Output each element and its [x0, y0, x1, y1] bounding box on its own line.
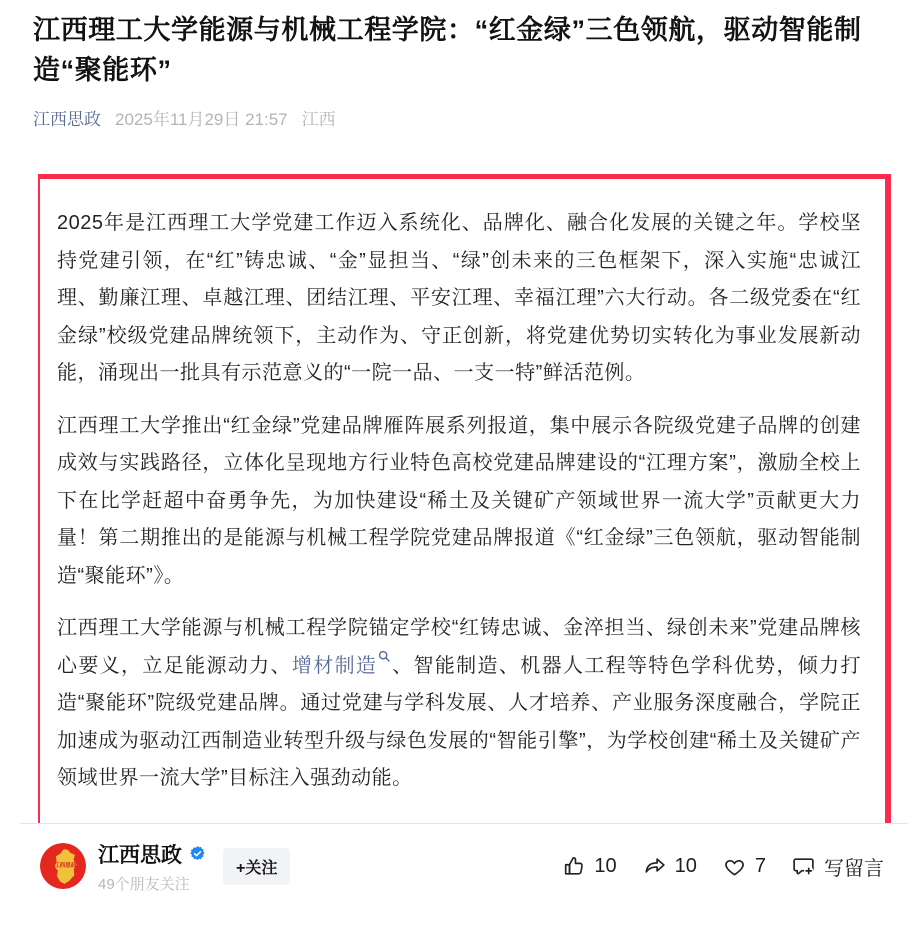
paragraph-3 [57, 610, 861, 798]
paragraph-3-text-post: 、智能制造、机器人工程等特色学科优势，倾力打造“聚能环”院级党建品牌。通过党建与学科发展、人才培养、产业服务深度融合，学院正加速成为驱动江西制造业转型升级与绿色发展的“智能引擎”，为学校创建“稀土及关键矿产领域世界一流大学”目标注入强劲动能。 [57, 654, 862, 789]
favorite-count: 7 [754, 854, 766, 877]
paragraph-1: 2025年是江西理工大学党建工作迈入系统化、品牌化、融合化发展的关键之年。学校坚持党建引领，在“红”铸忠诚、“金”显担当、“绿”创未来的三色框架下，深入实施“忠诚江理、勤廉江理、卓越江理、团结江理、平安江理、幸福江理”六大行动。各二级党委在“红金绿”校级党建品牌统领下，主动作为、守正创新，将党建优势切实转化为事业发展新动能，涌现出一批具有示范意义的“一院一品、一支一特”鲜活范例。 [57, 212, 861, 384]
article-title: 江西理工大学能源与机械工程学院：“红金绿”三色领航，驱动智能制造“聚能环” [33, 15, 862, 85]
share-count: 10 [674, 854, 697, 877]
follow-button[interactable]: +关注 [223, 848, 290, 885]
search-icon[interactable] [378, 650, 391, 663]
publish-date: 2025年11月29日 21:57 [115, 110, 288, 129]
avatar[interactable] [40, 843, 86, 889]
highlight-box [38, 174, 891, 823]
byline [33, 105, 892, 130]
favorite-button[interactable] [722, 854, 766, 879]
share-arrow-icon [642, 854, 667, 879]
footer-author-name[interactable]: 江西思政 [98, 843, 182, 867]
comment-plus-icon [791, 854, 816, 879]
paragraph-2: 江西理工大学推出“红金绿”党建品牌雁阵展系列报道，集中展示各院级党建子品牌的创建成效与实践路径，立体化呈现地方行业特色高校党建品牌建设的“江理方案”，激励全校上下在比学赶超中奋勇争先，为加快建设“稀土及关键矿产领域世界一流大学”贡献更大力量！第二期推出的是能源与机械工程学院党建品牌报道《“红金绿”三色领航，驱动智能制造“聚能环”》。 [57, 414, 861, 587]
content-divider [20, 823, 908, 824]
share-button[interactable] [642, 854, 697, 879]
like-count: 10 [594, 854, 617, 877]
heart-icon [722, 854, 747, 879]
verified-badge-icon [188, 844, 207, 863]
like-button[interactable] [561, 854, 616, 879]
paragraph-3-text-pre: 江西理工大学能源与机械工程学院锚定学校“红铸忠诚、金淬担当、绿创未来”党建品牌核心要义，立足能源动力、 [57, 617, 861, 677]
name-row [98, 839, 207, 869]
comment-label: 写留言 [824, 857, 884, 880]
followers-count: 49个朋友关注 [98, 875, 190, 893]
action-bar [561, 852, 884, 881]
thumbs-up-icon [561, 854, 586, 879]
author-block [98, 839, 207, 894]
svg-text:江西思政: 江西思政 [53, 863, 77, 870]
publish-location: 江西 [301, 110, 336, 129]
comment-button[interactable] [791, 852, 884, 881]
additive-manufacturing-link[interactable]: 增材制造 [291, 654, 378, 677]
author-footer [33, 839, 892, 894]
author-link[interactable]: 江西思政 [33, 110, 101, 129]
